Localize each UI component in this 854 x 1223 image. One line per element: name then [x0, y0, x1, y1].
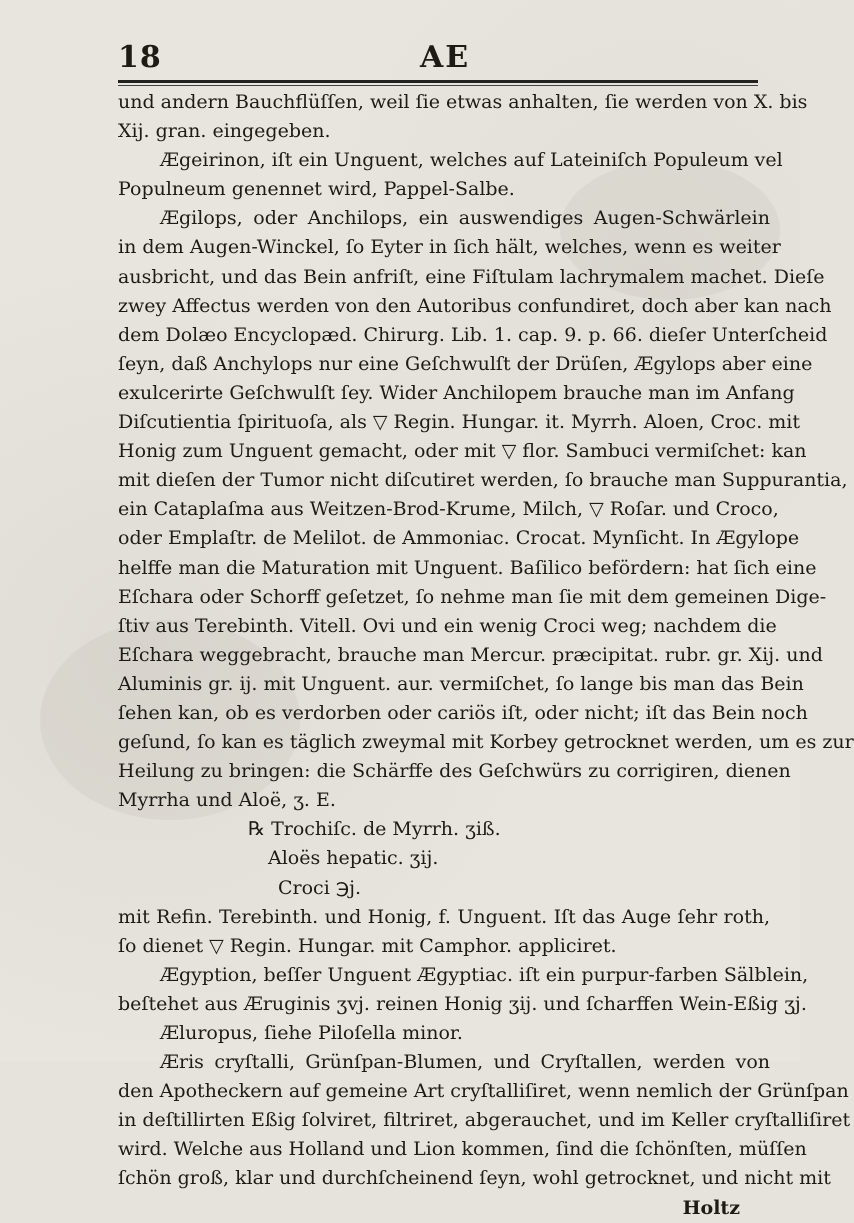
text-line: ausbricht, und das Bein anfriſt, eine Fiſtulam lachrymalem machet. Dieſe — [118, 265, 825, 288]
text-line: Aluminis gr. ij. mit Unguent. aur. vermiſchet, ſo lange bis man das Bein — [118, 672, 804, 695]
recipe-line: ℞ Trochiſc. de Myrrh. ʒiß. — [248, 818, 501, 841]
text-line: mit dieſen der Tumor nicht diſcutiret werden, ſo brauche man Suppurantia, — [118, 469, 848, 492]
header-rule — [118, 80, 758, 83]
text-line: und andern Bauchflüſſen, weil ſie etwas anhalten, ſie werden von X. bis — [118, 91, 808, 113]
text-line: ein Cataplaſma aus Weitzen-Brod-Krume, Milch, ▽ Roſar. und Croco, — [118, 498, 779, 521]
text-line: ſehen kan, ob es verdorben oder cariös iſt, oder nicht; iſt das Bein noch — [118, 701, 808, 724]
text-line: wird. Welche aus Holland und Lion kommen, ſind die ſchönſten, müſſen — [118, 1138, 807, 1161]
text-line: Eſchara oder Schorff geſetzet, ſo nehme man ſie mit dem gemeinen Dige- — [118, 585, 827, 608]
entry-heading-line: Æluropus, ſiehe Piloſella minor. — [160, 1022, 463, 1044]
text-line: Diſcutientia ſpirituoſa, als ▽ Regin. Hungar. it. Myrrh. Aloen, Croc. mit — [118, 411, 800, 434]
text-line: Xij. gran. eingegeben. — [118, 120, 331, 143]
text-line: in dem Augen-Winckel, ſo Eyter in ſich hält, welches, wenn es weiter — [118, 236, 781, 259]
text-line: helffe man die Maturation mit Unguent. Baſilico befördern: hat ſich eine — [118, 556, 817, 579]
text-line: beſtehet aus Æruginis ʒvj. reinen Honig ʒij. und ſcharffen Wein-Eßig ʒj. — [118, 992, 807, 1015]
entry-heading-line: Æris cryſtalli, Grünſpan-Blumen, und Cryſtallen, werden von — [160, 1051, 770, 1074]
entry-heading-line: Ægeirinon, iſt ein Unguent, welches auf Lateiniſch Populeum vel — [160, 149, 783, 172]
text-line: ſeyn, daß Anchylops nur eine Geſchwulſt der Drüſen, Ægylops aber eine — [118, 352, 813, 375]
text-line: mit Refin. Terebinth. und Honig, f. Unguent. Iſt das Auge ſehr roth, — [118, 905, 770, 928]
text-line: ſchön groß, klar und durchſcheinend ſeyn, wohl getrocknet, und nicht mit — [118, 1167, 831, 1190]
text-line: Eſchara weggebracht, brauche man Mercur. præcipitat. rubr. gr. Xij. und — [118, 643, 823, 666]
catchword: Holtz — [682, 1196, 740, 1219]
running-head: AE — [420, 40, 471, 75]
text-line: exulcerirte Geſchwulſt ſey. Wider Anchilopem brauche man im Anfang — [118, 381, 795, 404]
text-line: Populneum genennet wird, Pappel-Salbe. — [118, 178, 515, 201]
text-line: dem Dolæo Encyclopæd. Chirurg. Lib. 1. cap. 9. p. 66. dieſer Unterſcheid — [118, 323, 828, 346]
text-line: zwey Affectus werden von den Autoribus confundiret, doch aber kan nach — [118, 294, 832, 317]
body-text — [118, 88, 854, 1223]
text-line: ſtiv aus Terebinth. Vitell. Ovi und ein wenig Croci weg; nachdem die — [118, 614, 777, 637]
entry-heading-line: Ægilops, oder Anchilops, ein auswendiges Augen-Schwärlein — [160, 207, 770, 230]
text-line: den Apotheckern auf gemeine Art cryſtalliſiret, wenn nemlich der Grünſpan — [118, 1080, 849, 1103]
text-line: Heilung zu bringen: die Schärffe des Geſchwürs zu corrigiren, dienen — [118, 760, 791, 783]
text-line: geſund, ſo kan es täglich zweymal mit Korbey getrocknet werden, um es zur — [118, 731, 854, 754]
text-line: ſo dienet ▽ Regin. Hungar. mit Camphor. appliciret. — [118, 934, 617, 957]
page-number: 18 — [118, 40, 162, 75]
page-header — [118, 40, 758, 80]
text-line: Myrrha und Aloë, ʒ. E. — [118, 789, 336, 812]
recipe-line: Aloës hepatic. ʒij. — [268, 847, 439, 870]
entry-heading-line: Ægyption, beſſer Unguent Ægyptiac. iſt ein purpur-farben Sälblein, — [160, 963, 809, 986]
recipe-line: Croci ℈j. — [278, 876, 362, 899]
text-line: oder Emplaſtr. de Melilot. de Ammoniac. Crocat. Mynſicht. In Ægylope — [118, 527, 800, 550]
header-rule-thin — [118, 85, 758, 86]
text-line: Honig zum Unguent gemacht, oder mit ▽ flor. Sambuci vermiſchet: kan — [118, 440, 807, 463]
text-line: in deſtillirten Eßig ſolviret, filtriret, abgerauchet, und im Keller cryſtalliſiret — [118, 1109, 851, 1132]
